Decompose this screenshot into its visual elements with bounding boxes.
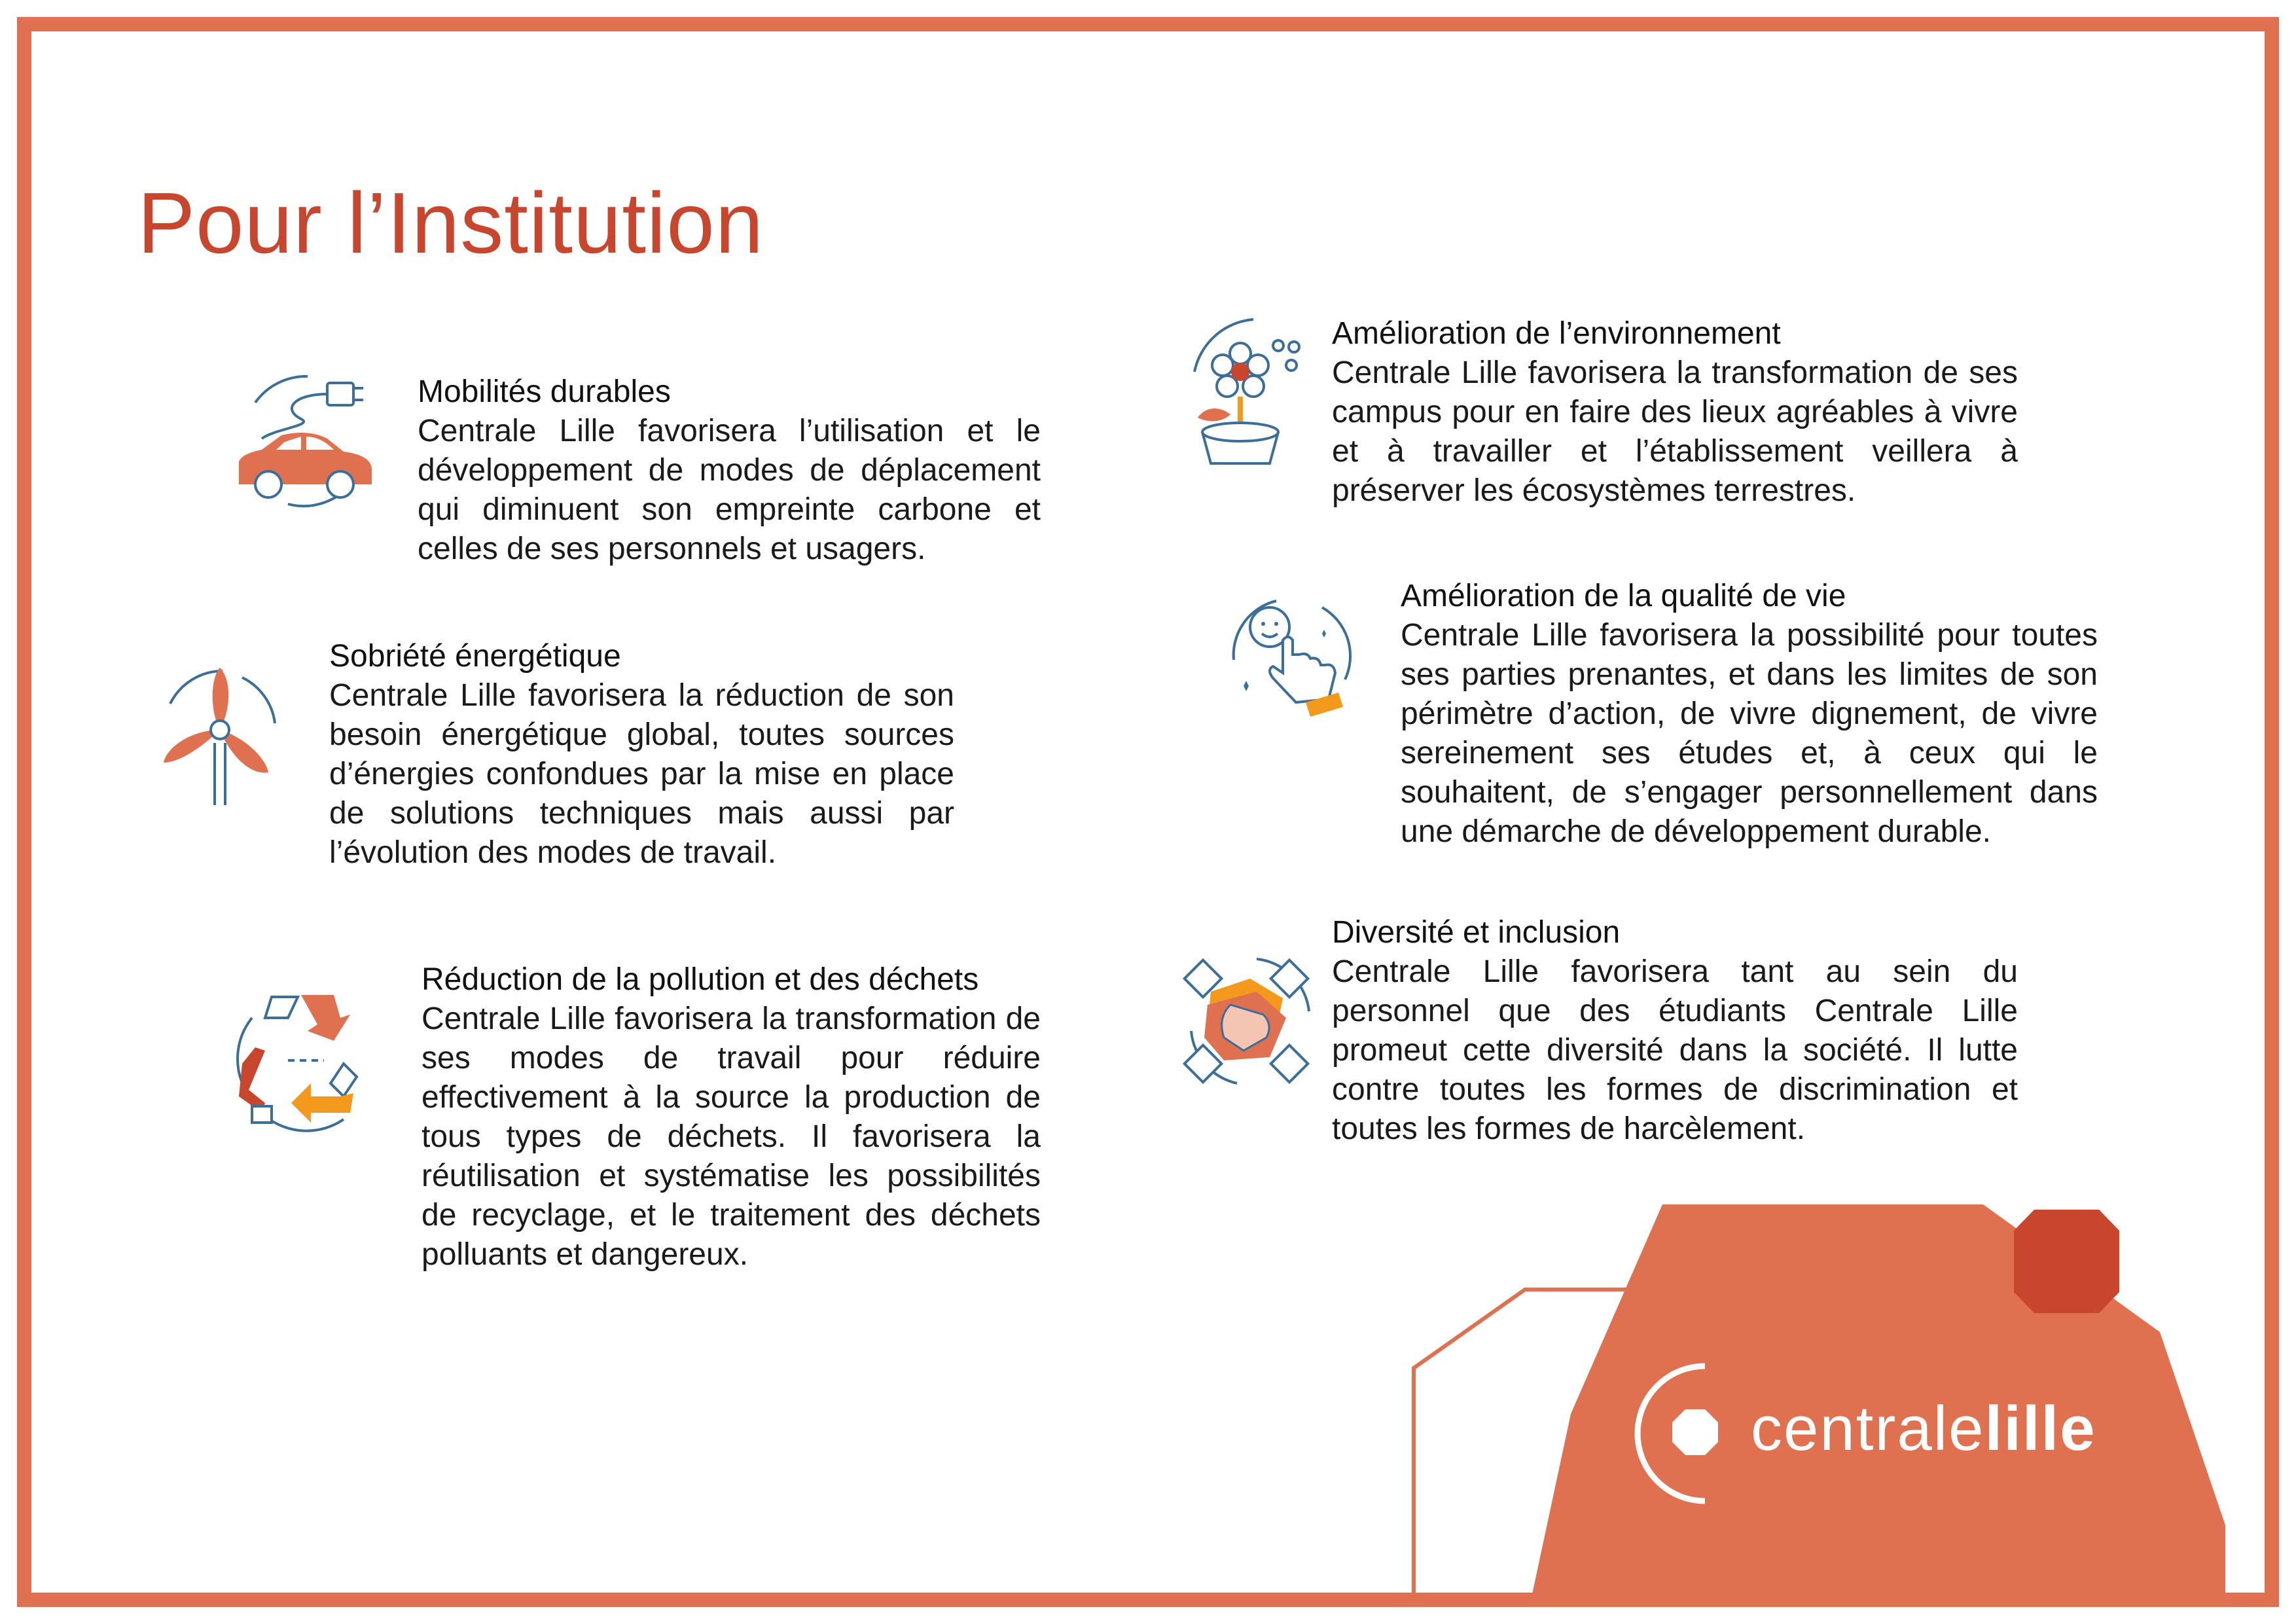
item-quality-of-life (1401, 577, 2098, 852)
page-title: Pour l’Institution (137, 175, 764, 271)
car-plug-icon (229, 363, 380, 514)
smiley-hand-icon (1224, 594, 1355, 719)
wind-turbine-icon (157, 664, 281, 808)
recycle-icon (226, 985, 376, 1136)
logo-mark-icon (1630, 1358, 1748, 1509)
item-energy-sobriety (329, 637, 954, 873)
item-diversity-inclusion (1332, 913, 2018, 1149)
item-text: Centrale Lille favorisera la possibilité pour toutes ses parties prenantes, et dans les limites de son périmètre d’action, de vivre dignement, de vivre sereinement ses études et, à ceux qui le souhaitent, de s’engager personnellement dans une démarche de développement durable. (1401, 618, 2098, 849)
item-text: Centrale Lille favorisera la réduction de son besoin énergétique global, toutes sources d’énergies confondues par la mise en place de solutions techniques mais aussi par l’évolution des modes de travail. (329, 678, 954, 870)
small-dark-octagon (2014, 1210, 2119, 1313)
item-title: Sobriété énergétique (329, 639, 621, 674)
item-text: Centrale Lille favorisera l’utilisation et le développement de modes de déplacement qui diminuent son empreinte carbone et celles de ses personnels et usagers. (418, 414, 1041, 566)
item-title: Réduction de la pollution et des déchets (422, 962, 979, 997)
centrale-lille-logo (1630, 1358, 2101, 1509)
item-title: Diversité et inclusion (1332, 915, 1621, 950)
logo-text (1751, 1394, 2096, 1464)
logo-text-bold: lille (1984, 1394, 2096, 1464)
item-text: Centrale Lille favorisera tant au sein du personnel que des étudiants Centrale Lille promeut cette diversité dans la société. Il lutte contre toutes les formes de discrimination et toutes les formes de harcèlement. (1332, 954, 2018, 1146)
item-text: Centrale Lille favorisera la transformation de ses campus pour en faire des lieux agréables à vivre et à travailler et l’établissement veillera à préserver les écosystèmes terrestres. (1332, 355, 2018, 508)
item-sustainable-mobility (418, 372, 1041, 569)
item-title: Mobilités durables (418, 374, 671, 409)
logo-text-light: centrale (1751, 1394, 1985, 1464)
item-text: Centrale Lille favorisera la transformation de ses modes de travail pour réduire effectivement à la source la production de tous types de déchets. Il favorisera la réutilisation et systématise les possibilités de recyclage, et le traitement des déchets polluants et dangereux. (422, 1001, 1041, 1272)
item-title: Amélioration de l’environnement (1332, 316, 1781, 351)
item-environment-improvement (1332, 314, 2018, 511)
item-title: Amélioration de la qualité de vie (1401, 579, 1846, 613)
flower-pot-icon (1181, 313, 1312, 470)
joined-hands-icon (1178, 952, 1316, 1090)
item-pollution-waste-reduction (422, 960, 1041, 1274)
